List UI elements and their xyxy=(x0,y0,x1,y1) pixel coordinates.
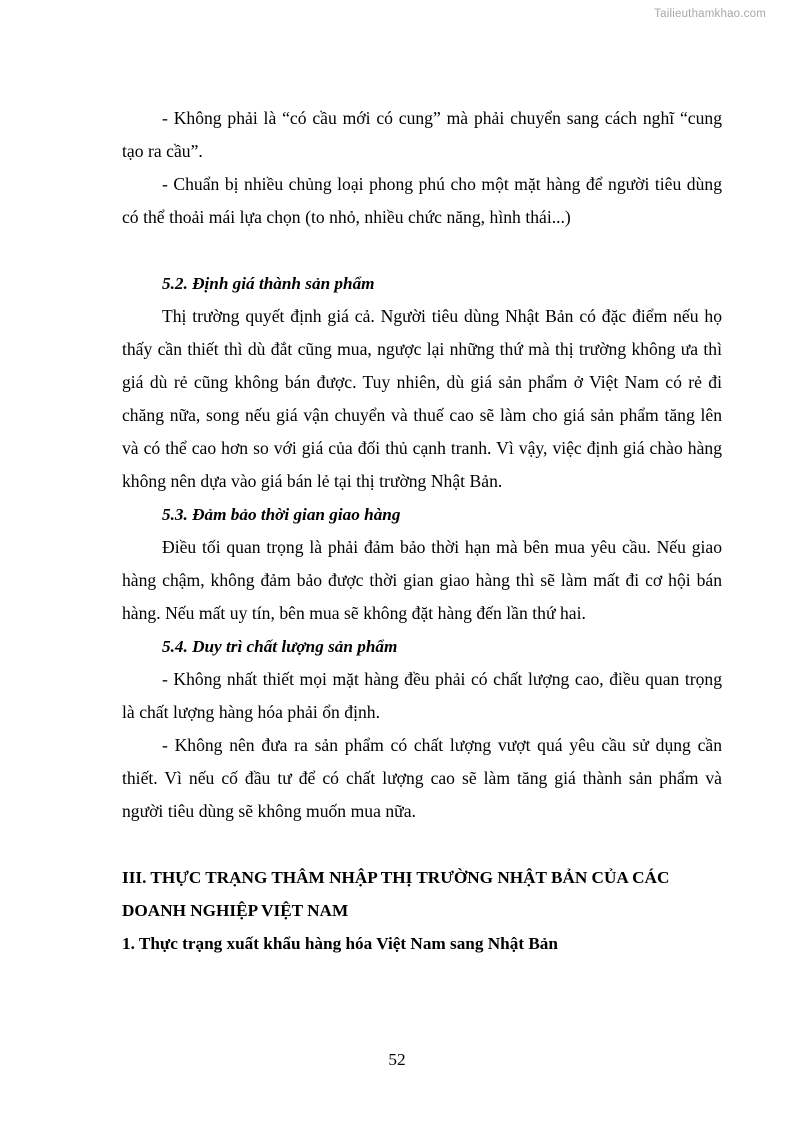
document-body xyxy=(122,102,722,960)
heading-1-thuc-trang-xuat-khau: 1. Thực trạng xuất khẩu hàng hóa Việt Nam sang Nhật Bản xyxy=(122,934,558,953)
bullet-paragraph-3: - Không nhất thiết mọi mặt hàng đều phải có chất lượng cao, điều quan trọng là chất lượng hàng hóa phải ổn định. xyxy=(122,669,722,722)
section-spacer xyxy=(122,828,722,861)
paragraph-5-2: Thị trường quyết định giá cả. Người tiêu dùng Nhật Bản có đặc điểm nếu họ thấy cần thiết thì dù đắt cũng mua, ngược lại những thứ mà thị trường không ưa thì giá dù rẻ cũng không bán được. Tuy nhiên, dù giá sản phẩm ở Việt Nam có rẻ đi chăng nữa, song nếu giá vận chuyển và thuế cao sẽ làm cho giá sản phẩm tăng lên và có thể cao hơn so với giá của đối thủ cạnh tranh. Vì vậy, việc định giá chào hàng không nên dựa vào giá bán lẻ tại thị trường Nhật Bản. xyxy=(122,306,722,491)
heading-5-2: 5.2. Định giá thành sản phẩm xyxy=(162,274,375,293)
section-heading-iii-line-1 xyxy=(122,861,722,894)
bullet-paragraph-1: - Không phải là “có cầu mới có cung” mà phải chuyển sang cách nghĩ “cung tạo ra cầu”. xyxy=(122,108,722,161)
heading-5-3: 5.3. Đảm bảo thời gian giao hàng xyxy=(162,505,401,524)
section-heading-iii-line-1-text: III. THỰC TRẠNG THÂM NHẬP THỊ TRƯỜNG NHẬT BẢN CỦA CÁC xyxy=(122,868,670,887)
bullet-paragraph-2: - Chuẩn bị nhiều chủng loại phong phú cho một mặt hàng để người tiêu dùng có thể thoải mái lựa chọn (to nhỏ, nhiều chức năng, hình thái...) xyxy=(122,174,722,227)
paragraph-5-3: Điều tối quan trọng là phải đảm bảo thời hạn mà bên mua yêu cầu. Nếu giao hàng chậm, không đảm bảo được thời gian giao hàng thì sẽ làm mất đi cơ hội bán hàng. Nếu mất uy tín, bên mua sẽ không đặt hàng đến lần thứ hai. xyxy=(122,537,722,623)
bullet-paragraph-4: - Không nên đưa ra sản phẩm có chất lượng vượt quá yêu cầu sử dụng cần thiết. Vì nếu cố đầu tư để có chất lượng cao sẽ làm tăng giá thành sản phẩm và người tiêu dùng sẽ không muốn mua nữa. xyxy=(122,735,722,821)
heading-5-4: 5.4. Duy trì chất lượng sản phẩm xyxy=(162,637,398,656)
watermark-text: Tailieuthamkhao.com xyxy=(654,8,766,20)
page-number: 52 xyxy=(388,1050,406,1069)
paragraph-spacer xyxy=(122,234,722,267)
section-heading-iii-line-2: DOANH NGHIỆP VIỆT NAM xyxy=(122,901,349,920)
